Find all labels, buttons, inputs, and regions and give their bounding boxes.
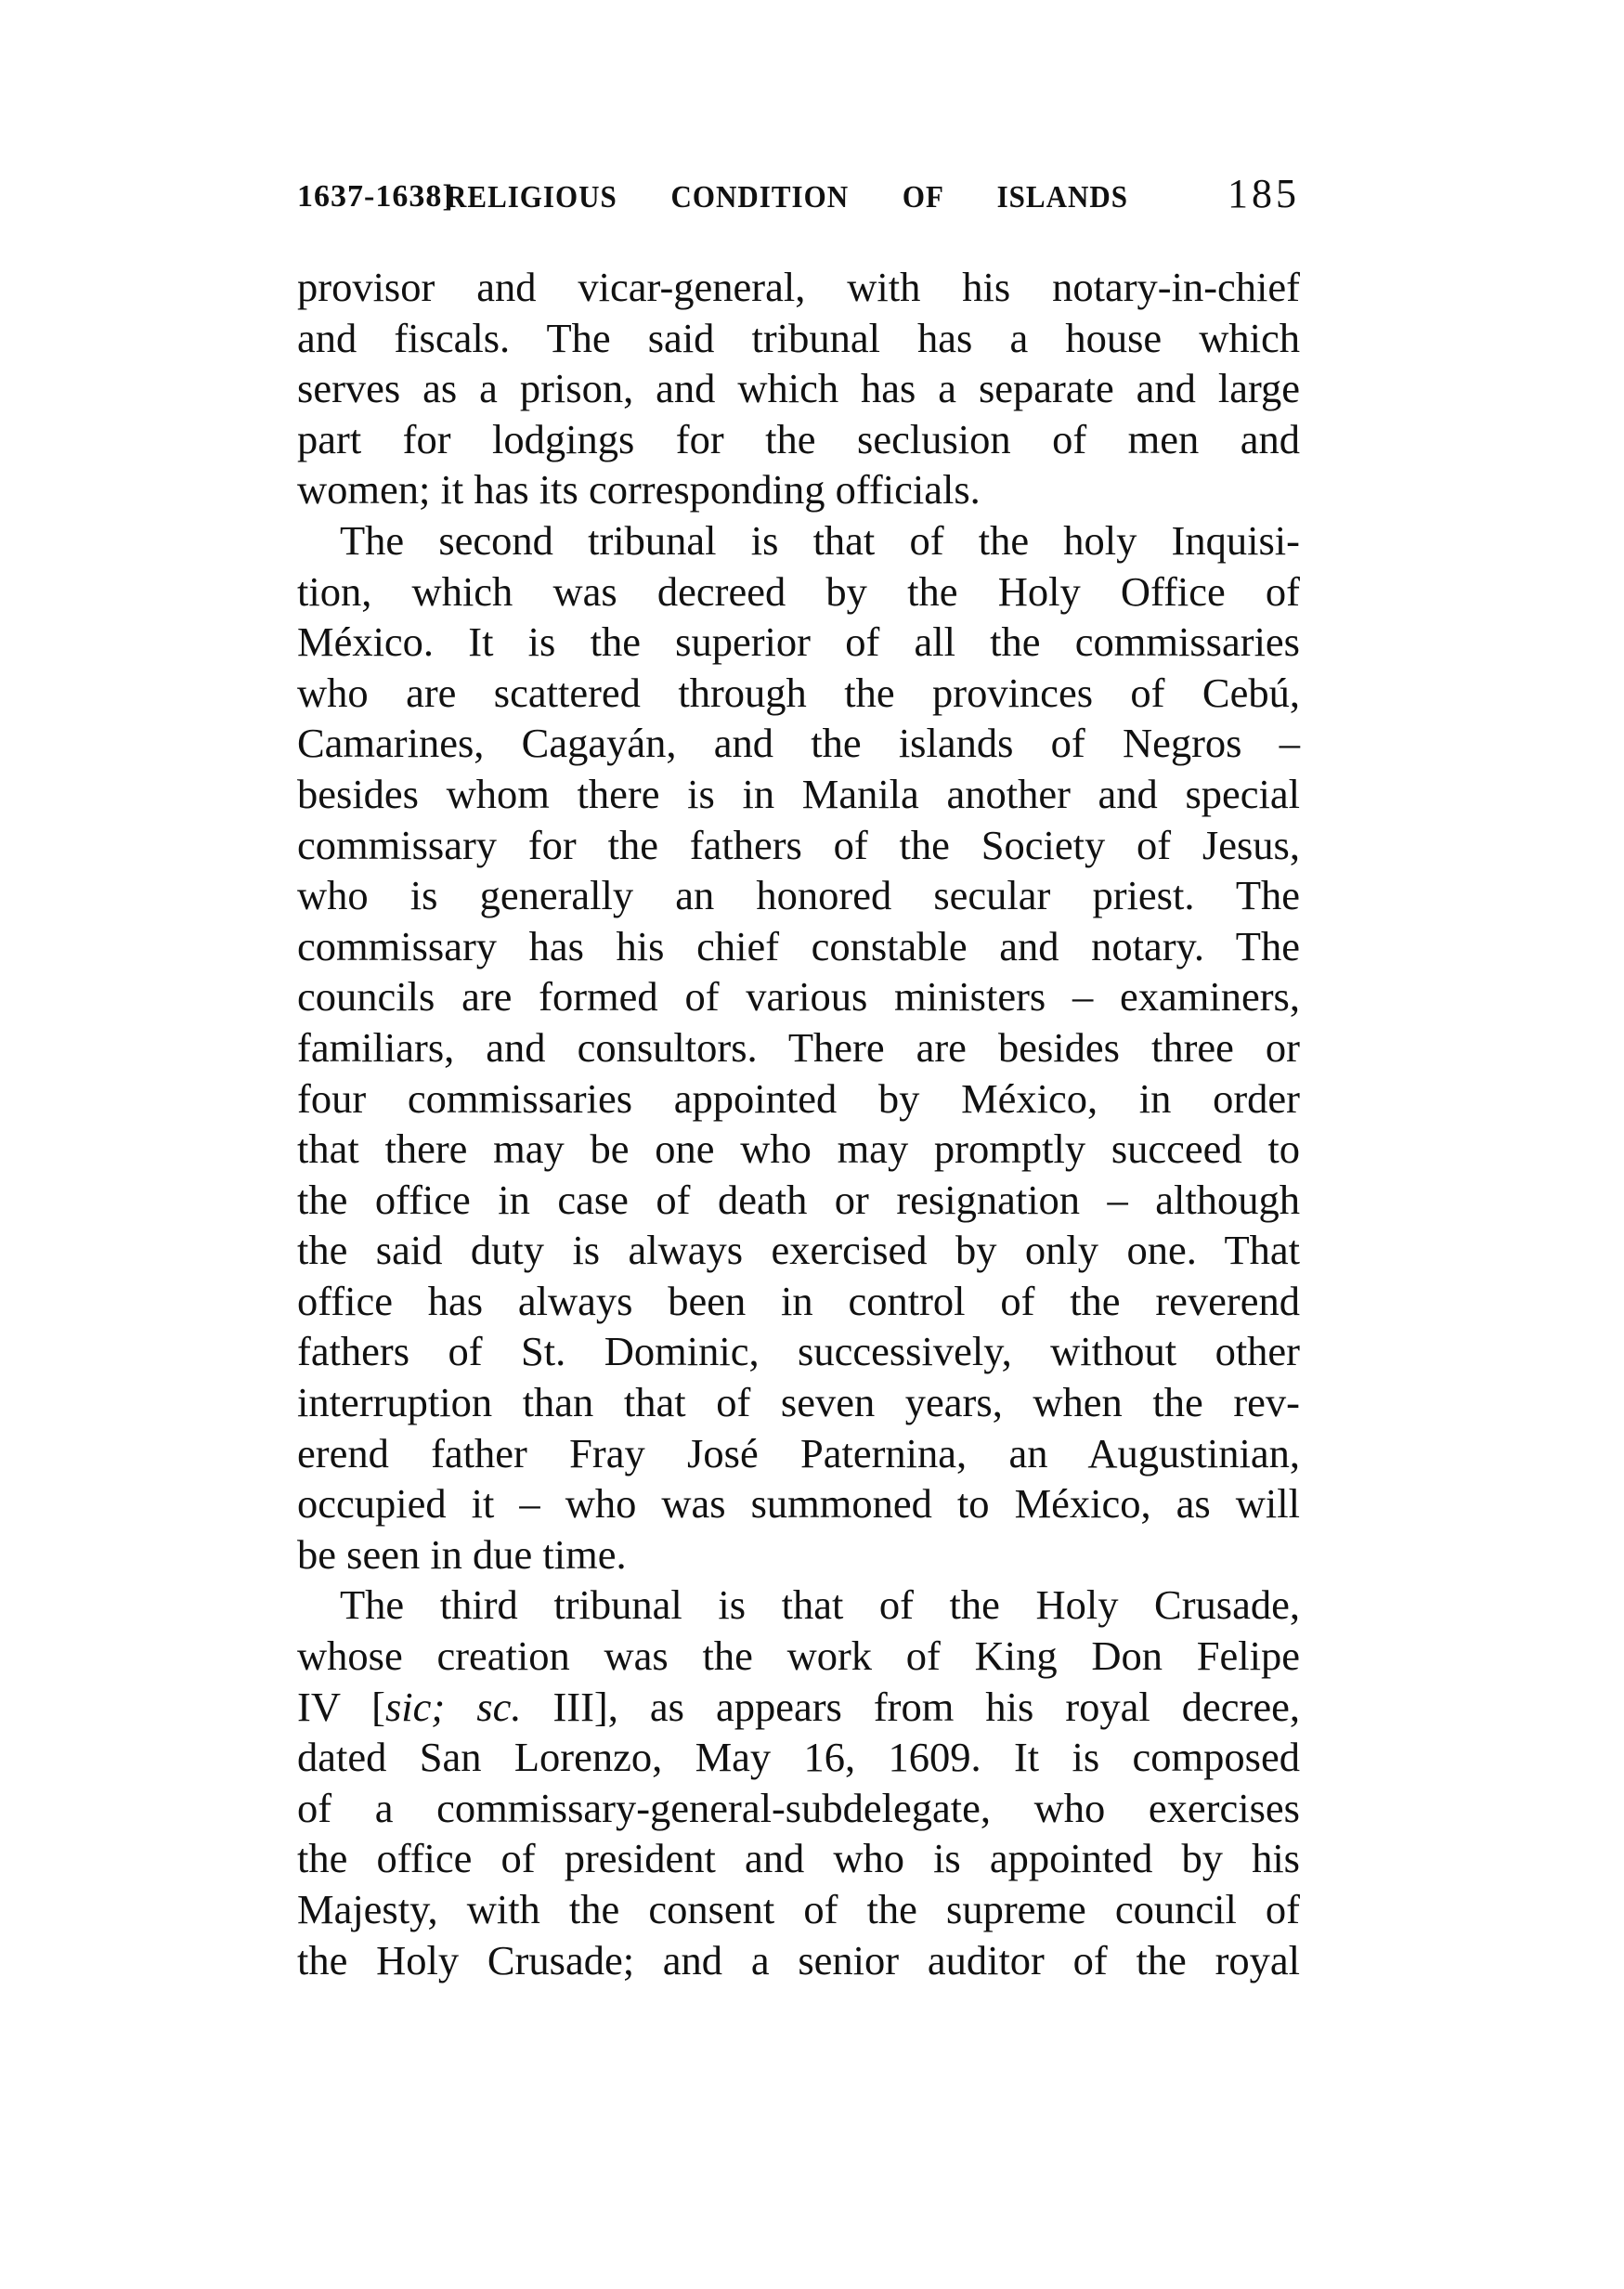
- text-line: be seen in due time.: [297, 1530, 627, 1578]
- text-line: the office of president and who is appointed by his: [297, 1835, 1300, 1882]
- text-line: erend father Fray José Paternina, an Augustinian,: [297, 1429, 1300, 1476]
- text-line: commissary has his chief constable and notary. The: [297, 922, 1300, 969]
- paragraph-2: [297, 515, 1300, 1580]
- text-line: the Holy Crusade; and a senior auditor of the royal: [297, 1936, 1300, 1983]
- text-line: part for lodgings for the seclusion of men and: [297, 415, 1300, 462]
- paragraph-1: [297, 262, 1300, 515]
- text-line: [297, 1682, 1300, 1733]
- text-line: of a commissary-general-subdelegate, who exercises: [297, 1784, 1300, 1831]
- text-line: dated San Lorenzo, May 16, 1609. It is composed: [297, 1734, 1300, 1781]
- text-line: occupied it – who was summoned to México, as will: [297, 1480, 1300, 1528]
- text-line: commissary for the fathers of the Society of Jesus,: [297, 821, 1300, 868]
- text-line: four commissaries appointed by México, in order: [297, 1074, 1300, 1122]
- text-line: the office in case of death or resignation – although: [297, 1176, 1300, 1223]
- text-line: that there may be one who may promptly succeed to: [297, 1125, 1300, 1173]
- running-head-years: 1637-1638]: [297, 179, 454, 214]
- text-line: women; it has its corresponding officials.: [297, 466, 981, 514]
- italic-annotation: sic; sc.: [384, 1683, 522, 1730]
- text-line: México. It is the superior of all the commissaries: [297, 618, 1300, 666]
- text-line: provisor and vicar-general, with his notary-in-chief: [297, 264, 1300, 310]
- text-line: Camarines, Cagayán, and the islands of Negros –: [297, 720, 1300, 767]
- running-head: [297, 171, 1300, 223]
- text-line: tion, which was decreed by the Holy Office of: [297, 567, 1300, 615]
- text-line: fathers of St. Dominic, successively, without other: [297, 1328, 1300, 1375]
- text-line: who is generally an honored secular priest. The: [297, 872, 1300, 919]
- text-line: office has always been in control of the reverend: [297, 1277, 1300, 1324]
- text-line: The second tribunal is that of the holy Inquisi-: [340, 516, 1300, 564]
- text-line: councils are formed of various ministers – examiners,: [297, 973, 1300, 1021]
- text-line: interruption than that of seven years, when the rev-: [297, 1379, 1300, 1426]
- text-line: familiars, and consultors. There are besides three or: [297, 1023, 1300, 1071]
- text-line: besides whom there is in Manila another and special: [297, 770, 1300, 817]
- text-fragment: III], as appears from his royal decree,: [521, 1683, 1300, 1730]
- text-line: the said duty is always exercised by only one. That: [297, 1227, 1300, 1274]
- text-line: whose creation was the work of King Don Felipe: [297, 1632, 1300, 1680]
- text-line: Majesty, with the consent of the supreme council of: [297, 1886, 1300, 1932]
- body-text: [297, 262, 1300, 1985]
- paragraph-3: [297, 1580, 1300, 1985]
- text-fragment: IV [: [297, 1683, 385, 1730]
- text-line: serves as a prison, and which has a separate and large: [297, 365, 1300, 412]
- running-head-title: RELIGIOUS CONDITION OF ISLANDS: [446, 178, 1128, 215]
- text-line: The third tribunal is that of the Holy Crusade,: [340, 1581, 1300, 1629]
- text-line: who are scattered through the provinces of Cebú,: [297, 669, 1300, 716]
- page-number: 185: [1228, 171, 1300, 216]
- text-line: and fiscals. The said tribunal has a house which: [297, 314, 1300, 361]
